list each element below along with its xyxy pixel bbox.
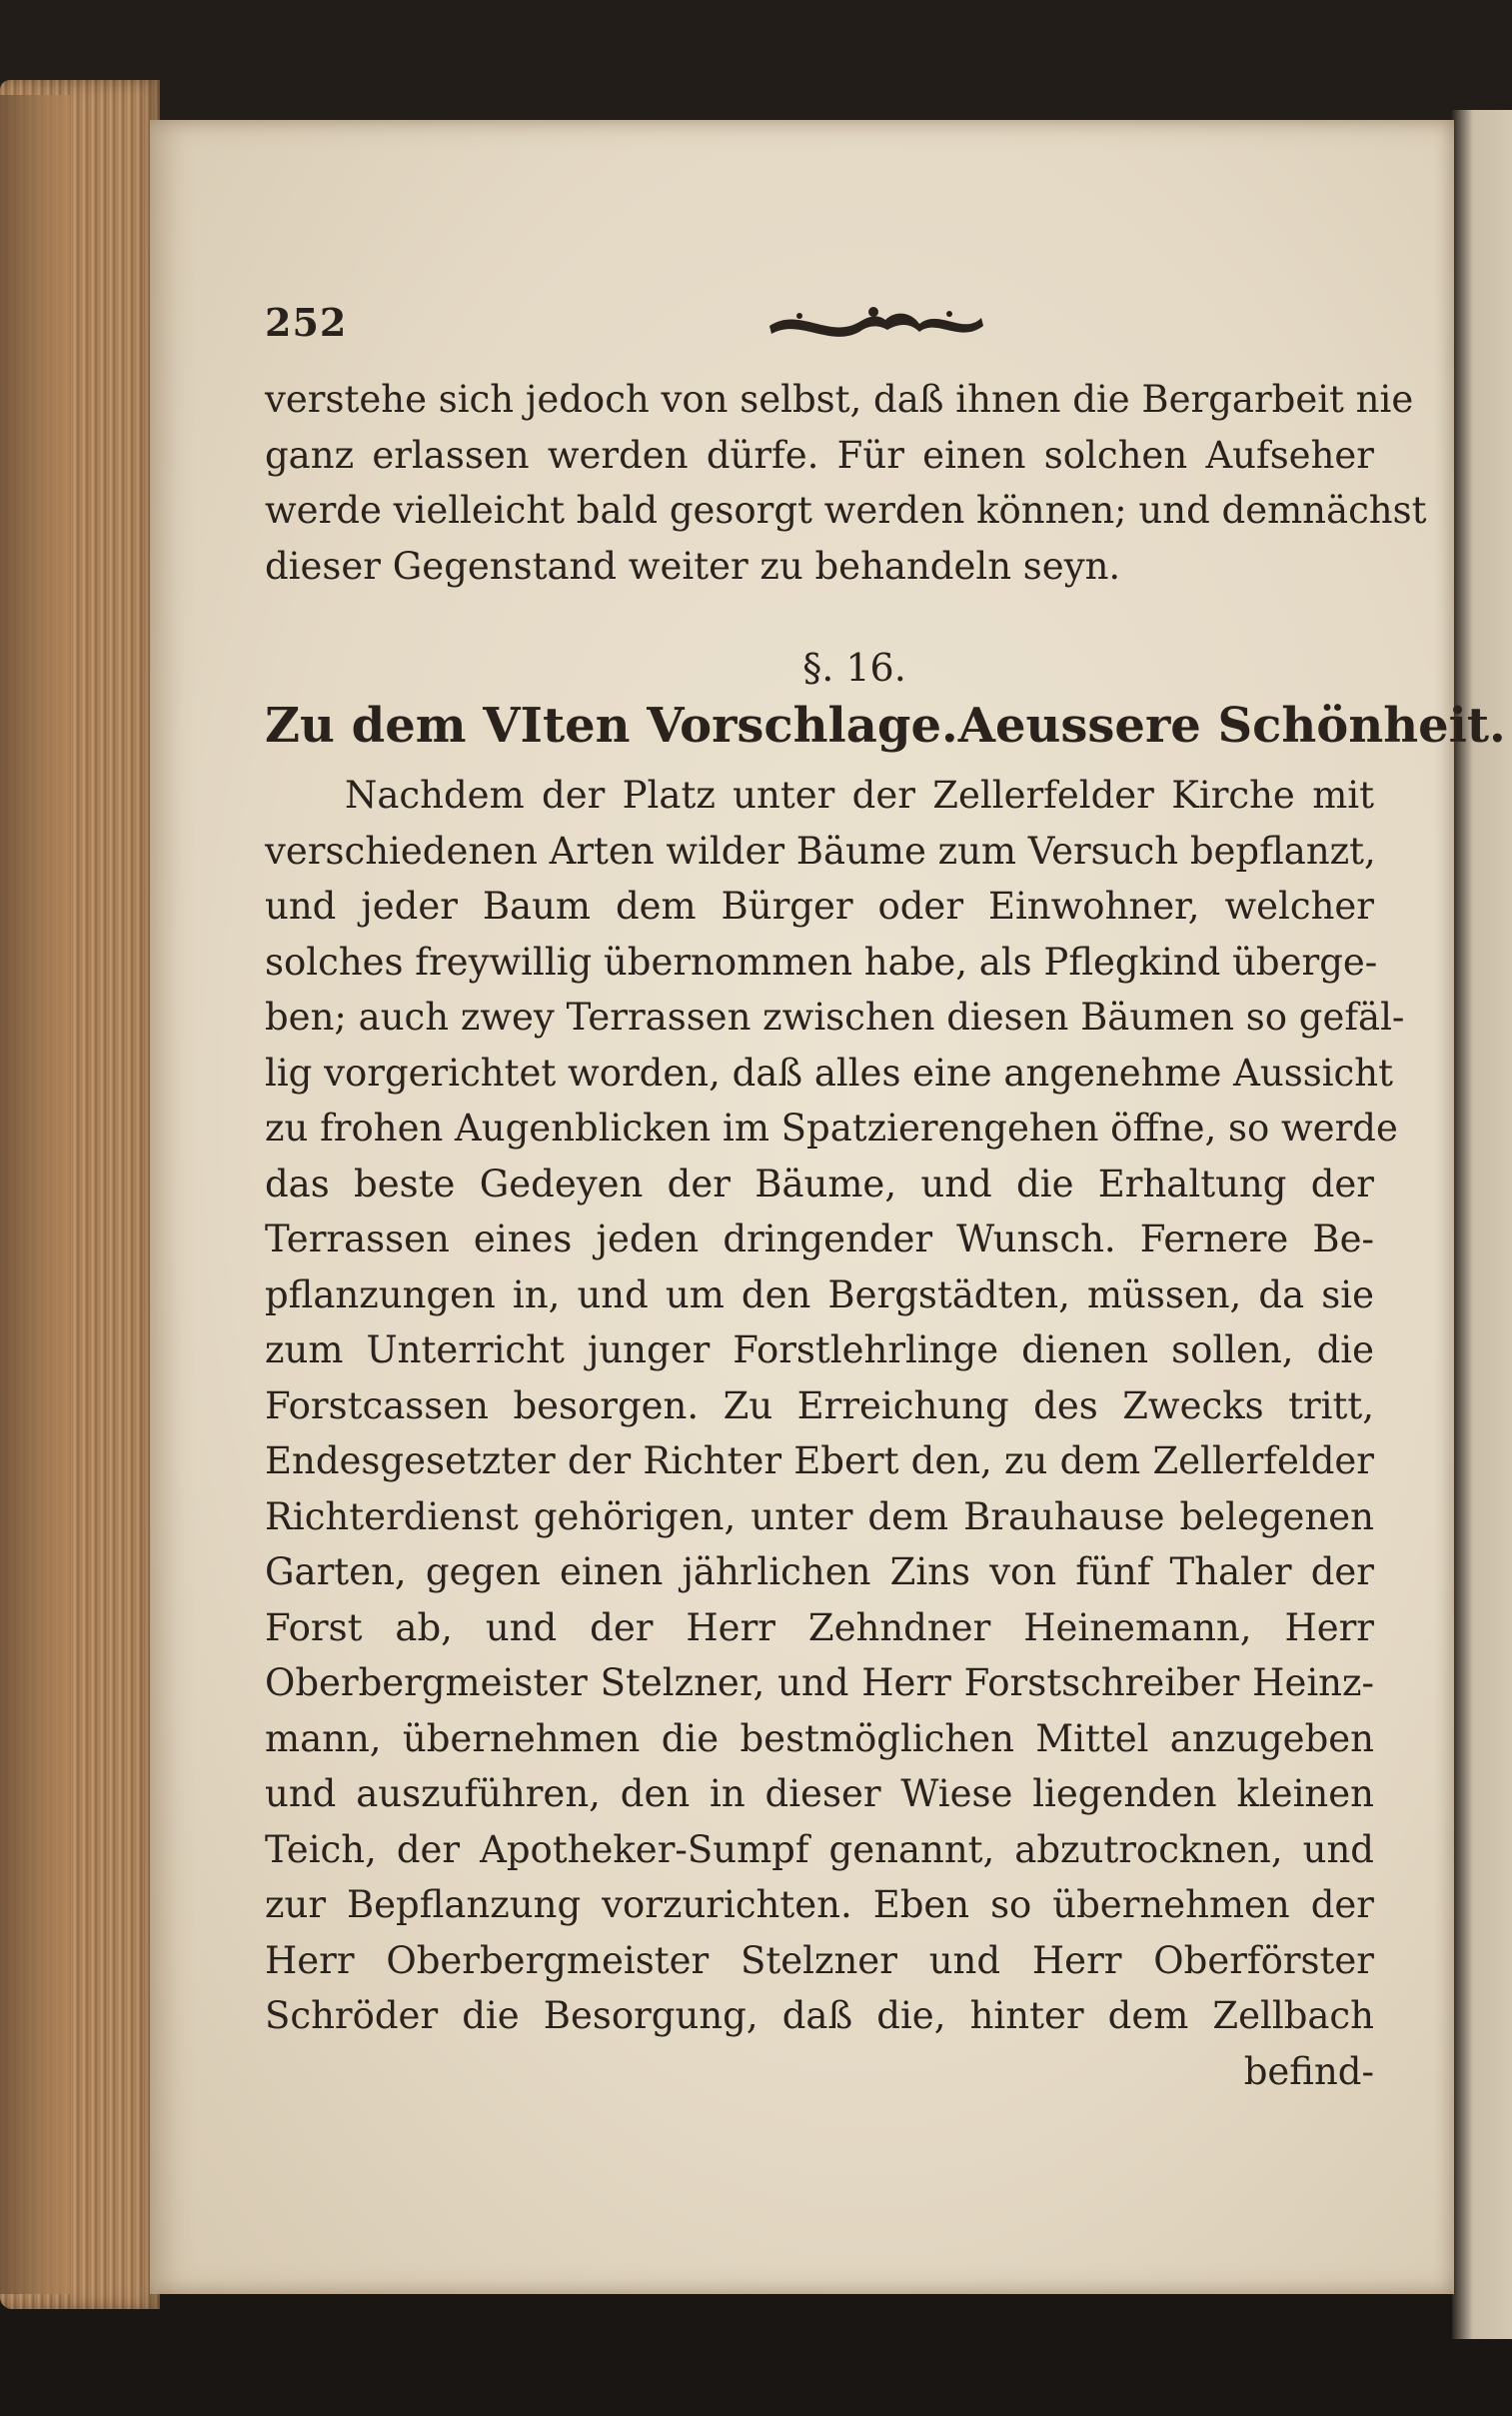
- text-line: ganz erlassen werden dürfe. Für einen solchen Aufseher: [265, 433, 1374, 477]
- text-line: zum Unterricht junger Forstlehrlinge dienen sollen, die: [265, 1328, 1374, 1371]
- text-line: werde vielleicht bald gesorgt werden können; und demnächst: [265, 489, 1427, 532]
- page-header: [265, 300, 1374, 360]
- text-line: verschiedenen Arten wilder Bäume zum Versuch bepflanzt,: [265, 829, 1376, 873]
- page-text: [265, 300, 1506, 2099]
- section-title-right: Aeussere Schönheit.: [957, 698, 1506, 754]
- text-line: Teich, der Apotheker-Sumpf genannt, abzutrocknen, und: [265, 1827, 1374, 1871]
- text-line: Nachdem der Platz unter der Zellerfelder Kirche mit: [345, 774, 1374, 817]
- text-line: Forstcassen besorgen. Zu Erreichung des Zwecks tritt,: [265, 1383, 1374, 1427]
- text-line: und jeder Baum dem Bürger oder Einwohner, welcher: [265, 885, 1374, 928]
- text-line: dieser Gegenstand weiter zu behandeln seyn.: [265, 544, 1121, 588]
- text-line: verstehe sich jedoch von selbst, daß ihnen die Bergarbeit nie: [265, 378, 1414, 421]
- text-line: Oberbergmeister Stelzner, und Herr Forstschreiber Heinz-: [265, 1661, 1374, 1704]
- text-line: Garten, gegen einen jährlichen Zins von fünf Thaler der: [265, 1550, 1374, 1593]
- text-line: Terrassen eines jeden dringender Wunsch. Fernere Be-: [265, 1217, 1374, 1260]
- text-line: Richterdienst gehörigen, unter dem Brauhause belegenen: [265, 1494, 1374, 1538]
- vignette-ornament-icon: [759, 296, 989, 352]
- text-line: pflanzungen in, und um den Bergstädten, müssen, da sie: [265, 1272, 1374, 1316]
- section-number: §. 16.: [802, 646, 906, 690]
- section-title-left: Zu dem VIten Vorschlage.: [265, 698, 958, 754]
- text-line: ben; auch zwey Terrassen zwischen diesen Bäumen so gefäl-: [265, 996, 1405, 1039]
- text-line: Endesgesetzter der Richter Ebert den, zu dem Zellerfelder: [265, 1439, 1374, 1482]
- section-paragraph: [265, 768, 1405, 2099]
- text-line: solches freywillig übernommen habe, als Pflegkind überge-: [265, 940, 1378, 984]
- text-line: Herr Oberbergmeister Stelzner und Herr Oberförster: [265, 1938, 1374, 1982]
- text-line: Forst ab, und der Herr Zehndner Heinemann, Herr: [265, 1605, 1374, 1649]
- page-number: 252: [265, 300, 348, 345]
- text-line: lig vorgerichtet worden, daß alles eine angenehme Aussicht: [265, 1051, 1393, 1095]
- section-heading: [265, 698, 1506, 754]
- continued-paragraph: [265, 372, 1427, 594]
- next-leaf-edge: [1452, 110, 1512, 2339]
- text-line: zu frohen Augenblicken im Spatzierengehen öffne, so werde: [265, 1107, 1398, 1150]
- catchword: befind-: [1243, 2049, 1374, 2093]
- text-line: Schröder die Besorgung, daß die, hinter dem Zellbach: [265, 1994, 1374, 2037]
- text-line: zur Bepflanzung vorzurichten. Eben so übernehmen der: [265, 1883, 1374, 1926]
- text-line: das beste Gedeyen der Bäume, und die Erhaltung der: [265, 1162, 1374, 1206]
- text-line: mann, übernehmen die bestmöglichen Mittel anzugeben: [265, 1716, 1374, 1760]
- book-cover-edge: [0, 95, 70, 2294]
- text-line: und auszuführen, den in dieser Wiese liegenden kleinen: [265, 1772, 1374, 1815]
